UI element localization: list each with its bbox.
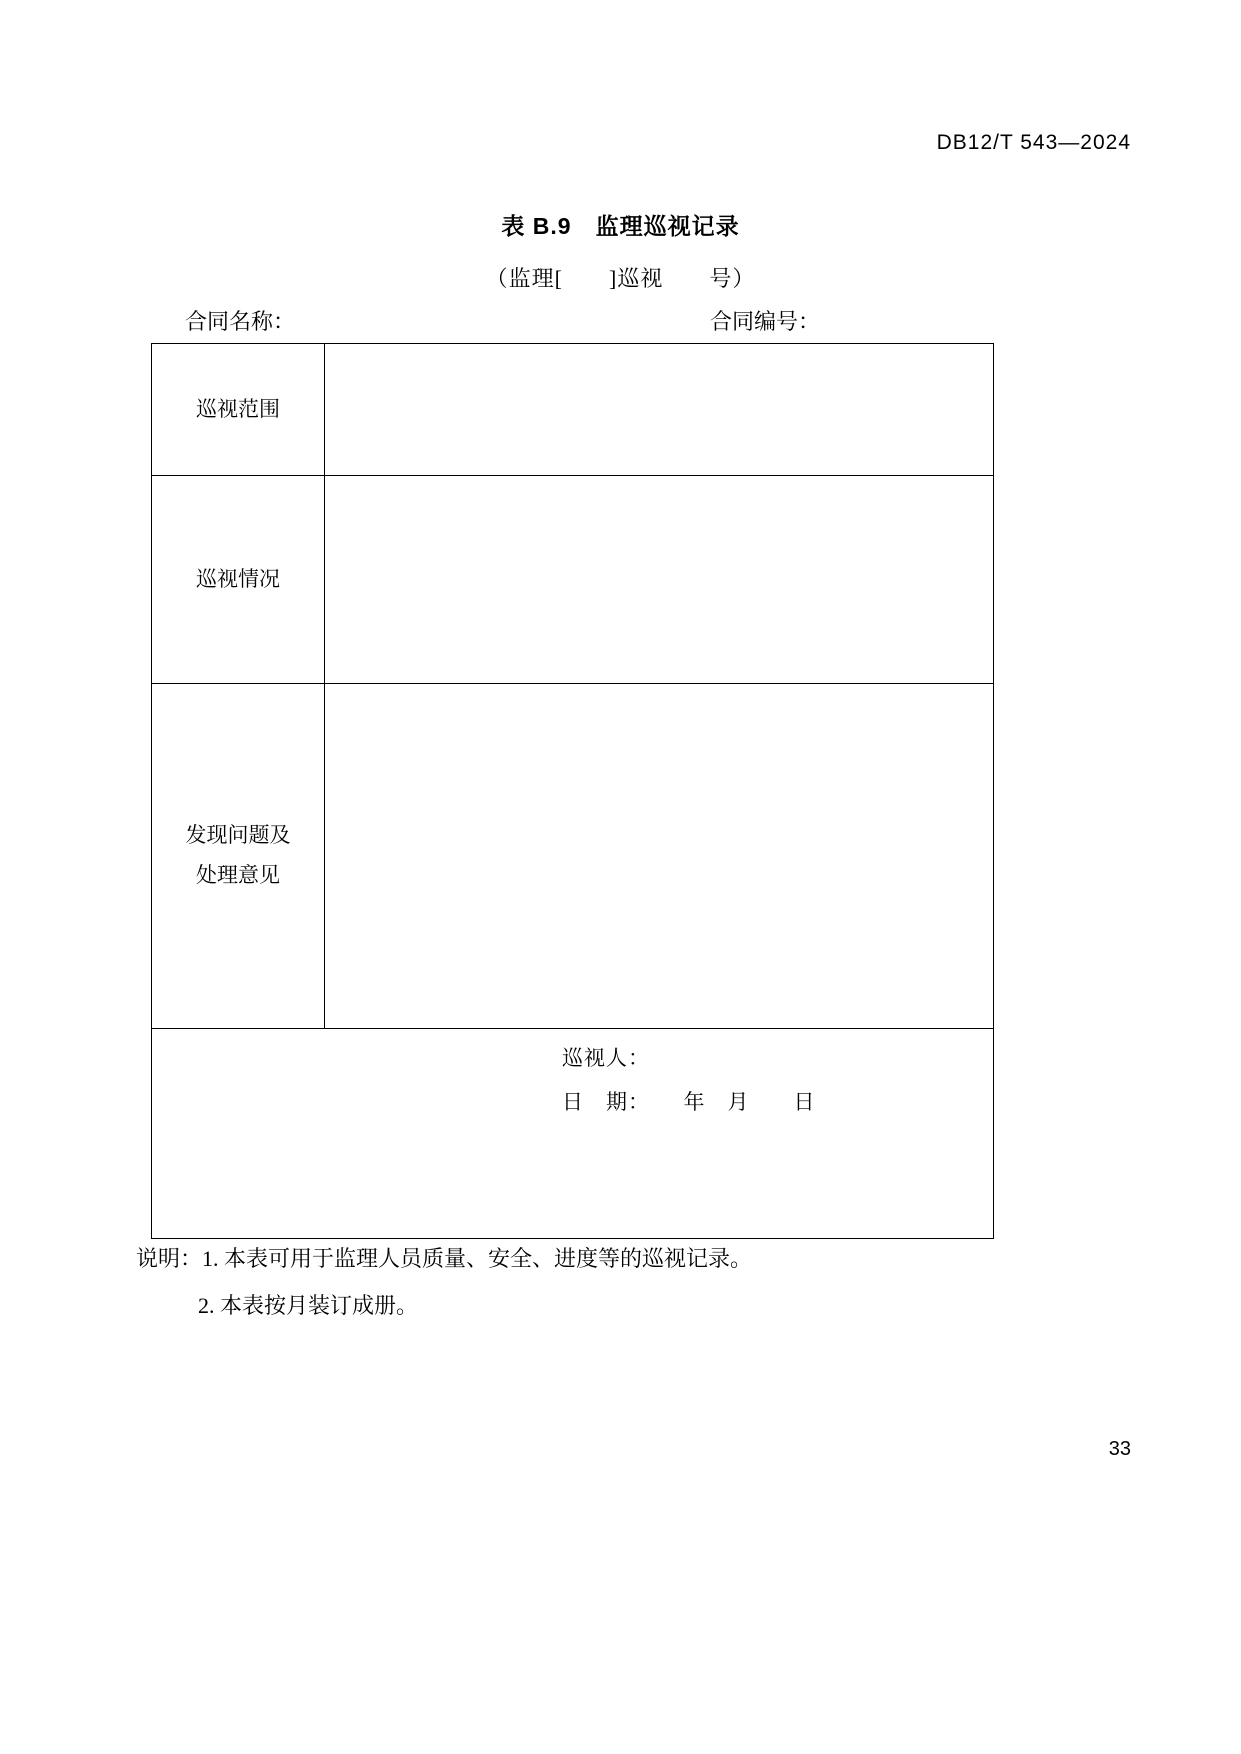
signer-label[interactable]: 巡视人： — [562, 1045, 650, 1070]
table-row — [152, 476, 994, 684]
row-value-situation[interactable] — [325, 476, 994, 684]
contract-number-label: 合同编号： — [710, 309, 821, 334]
row-label-line1: 发现问题及 — [185, 823, 291, 848]
page-subtitle: （监理[ ]巡视 号） — [485, 266, 756, 291]
contract-name-label: 合同名称： — [185, 309, 296, 334]
row-value-issues[interactable] — [325, 684, 994, 1029]
table-row — [152, 344, 994, 476]
note-item-2: 2. 本表按月装订成册。 — [198, 1293, 419, 1318]
inspection-record-table — [151, 343, 994, 1239]
row-value-scope[interactable] — [325, 344, 994, 476]
page-number: 33 — [1108, 1438, 1131, 1460]
row-label-scope — [152, 344, 325, 476]
contract-info-row — [150, 305, 1140, 335]
signature-date-label[interactable]: 日 期： 年 月 日 — [562, 1089, 816, 1114]
page-title: 表 B.9 监理巡视记录 — [501, 213, 740, 239]
note-item-1: 说明：1. 本表可用于监理人员质量、安全、进度等的巡视记录。 — [136, 1246, 753, 1271]
table-row — [152, 684, 994, 1029]
signature-cell — [152, 1029, 994, 1239]
row-label-situation — [152, 476, 325, 684]
table-row-signature — [152, 1029, 994, 1239]
row-label-line1: 巡视范围 — [196, 396, 280, 421]
row-label-line2: 处理意见 — [196, 863, 280, 887]
standard-code-header: DB12/T 543—2024 — [936, 131, 1131, 154]
row-label-issues — [152, 684, 325, 1029]
row-label-line1: 巡视情况 — [196, 566, 280, 591]
